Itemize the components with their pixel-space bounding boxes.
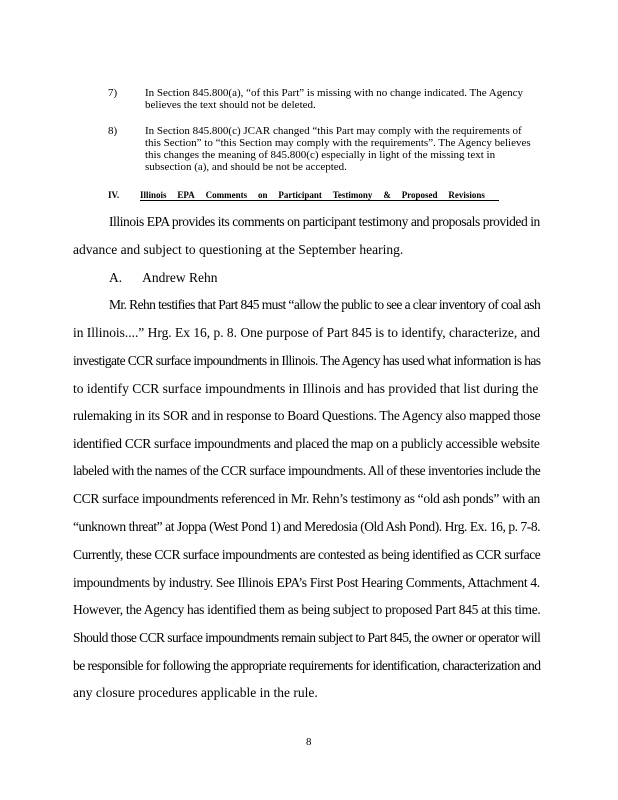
body-line: “unknown threat” at Joppa (West Pond 1) and Meredosia (Old Ash Pond). Hrg. Ex. 16, p. 7-8. xyxy=(73,519,541,534)
subsection-title: Andrew Rehn xyxy=(142,270,218,285)
item-number: 8) xyxy=(108,125,118,137)
body-line: CCR surface impoundments referenced in Mr. Rehn’s testimony as “old ash ponds” with an xyxy=(73,491,540,506)
body-line: impoundments by industry. See Illinois EPA’s First Post Hearing Comments, Attachment 4. xyxy=(73,575,540,590)
heading-word: Testimony xyxy=(332,190,373,200)
section-heading xyxy=(108,190,485,200)
section-title xyxy=(140,190,499,201)
item-text-line: this changes the meaning of 845.800(c) especially in light of the missing text in xyxy=(145,149,496,161)
heading-word: EPA xyxy=(177,190,195,200)
section-numeral: IV. xyxy=(108,190,120,200)
heading-word: Proposed xyxy=(401,190,438,200)
item-text-line: believes the text should not be deleted. xyxy=(145,99,316,111)
item-number: 7) xyxy=(108,87,118,99)
heading-word: Revisions xyxy=(448,190,485,200)
body-line: to identify CCR surface impoundments in Illinois and has provided that list during the xyxy=(73,381,539,396)
body-line: However, the Agency has identified them as being subject to proposed Part 845 at this time. xyxy=(73,602,541,617)
heading-word: & xyxy=(383,190,391,200)
body-line: Illinois EPA provides its comments on participant testimony and proposals provided in xyxy=(109,214,540,229)
subsection-heading xyxy=(109,270,217,286)
heading-word: Comments xyxy=(205,190,248,200)
item-text-line: In Section 845.800(a), “of this Part” is missing with no change indicated. The Agency xyxy=(145,87,523,99)
page-number: 8 xyxy=(306,736,312,748)
subsection-letter: A. xyxy=(109,270,123,285)
body-line: in Illinois....” Hrg. Ex 16, p. 8. One purpose of Part 845 is to identify, characterize, and xyxy=(73,325,541,340)
body-line: investigate CCR surface impoundments in Illinois. The Agency has used what information is has xyxy=(73,353,541,368)
body-line: advance and subject to questioning at the September hearing. xyxy=(73,242,404,257)
body-line: any closure procedures applicable in the rule. xyxy=(73,685,318,700)
body-line: Mr. Rehn testifies that Part 845 must “allow the public to see a clear inventory of coal ash xyxy=(109,297,541,312)
body-line: Should those CCR surface impoundments remain subject to Part 845, the owner or operator will xyxy=(73,630,541,645)
body-line: be responsible for following the appropriate requirements for identification, characterization and xyxy=(73,658,541,673)
item-text-line: subsection (a), and should be not be accepted. xyxy=(145,161,347,173)
heading-word: Illinois xyxy=(140,190,167,200)
body-line: Currently, these CCR surface impoundments are contested as being identified as CCR surface xyxy=(73,547,541,562)
body-line: identified CCR surface impoundments and placed the map on a publicly accessible website xyxy=(73,436,540,451)
body-line: rulemaking in its SOR and in response to Board Questions. The Agency also mapped those xyxy=(73,408,541,423)
item-text-line: In Section 845.800(c) JCAR changed “this Part may comply with the requirements of xyxy=(145,125,522,137)
heading-word: Participant xyxy=(278,190,322,200)
heading-word: on xyxy=(257,190,268,200)
body-line: labeled with the names of the CCR surface impoundments. All of these inventories include the xyxy=(73,463,541,478)
item-text-line: this Section” to “this Section may comply with the requirements”. The Agency believes xyxy=(145,137,531,149)
